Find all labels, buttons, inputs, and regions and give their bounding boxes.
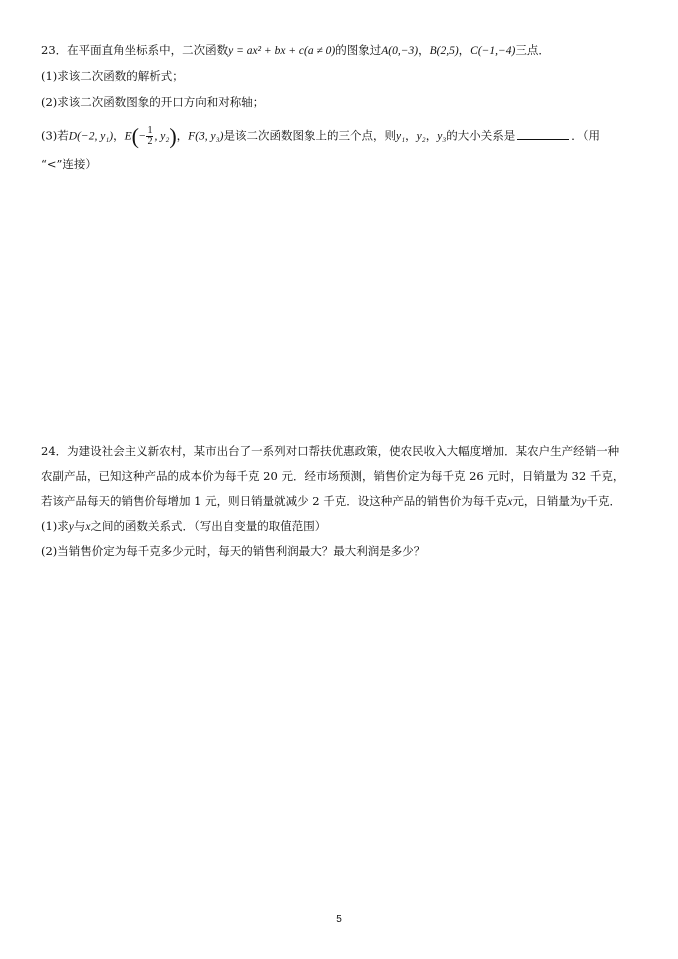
fraction-denominator: 2 — [147, 136, 153, 147]
separator: ， — [176, 128, 189, 143]
left-paren: ( — [131, 123, 139, 149]
q23-part3 — [41, 123, 601, 149]
q24-part1-b: 与 — [73, 519, 86, 533]
point-f: F(3, y₃) — [188, 130, 224, 143]
answer-blank[interactable] — [517, 128, 569, 140]
point-c: C(−1,−4) — [470, 45, 516, 57]
q24-line3-a: 若该产品每天的销售价每增加 1 元，则日销量就减少 2 千克．设这种产品的销售价为每千克 — [41, 494, 508, 508]
point-d: D(−2, y₁) — [68, 130, 114, 143]
var-x: x — [85, 521, 91, 533]
q23-part3-tail: 的大小关系是 — [446, 128, 516, 143]
q24-part1 — [41, 518, 326, 535]
q23-part2: (2)求该二次函数图象的开口方向和对称轴； — [41, 95, 265, 109]
q23-part3-prefix: (3)若 — [41, 128, 69, 143]
separator: ， — [418, 43, 430, 57]
q24-line3-b: 元，日销量为 — [512, 494, 582, 508]
point-e-tail: , y₂ — [154, 130, 170, 143]
minus-sign: − — [138, 130, 146, 143]
var-y: y — [68, 521, 74, 533]
q24-part1-a: (1)求 — [41, 519, 69, 533]
var-x: x — [507, 496, 513, 508]
q24-part2: (2)当销售价定为每千克多少元时，每天的销售利润最大？最大利润是多少？ — [41, 544, 426, 558]
page-number: 5 — [336, 914, 342, 925]
q23-part3-end: ．（用 — [571, 128, 601, 143]
q23-part1: (1)求该二次函数的解析式； — [41, 69, 184, 83]
q23-stem-text-a: 在平面直角坐标系中，二次函数 — [67, 43, 229, 57]
fraction-numerator: 1 — [147, 125, 153, 136]
q23-stem — [41, 42, 550, 59]
var-y3: y₃ — [437, 130, 447, 143]
q23-stem-text-c: 三点． — [515, 43, 550, 57]
fraction-half — [146, 126, 153, 147]
q23-part3-mid: 是该二次函数图象上的三个点，则 — [223, 128, 396, 143]
separator: ， — [405, 128, 417, 143]
separator: ， — [113, 128, 125, 143]
right-paren: ) — [169, 123, 177, 149]
point-b: B(2,5) — [429, 45, 459, 57]
point-e-label: E — [124, 130, 132, 143]
point-a: A(0,−3) — [381, 45, 419, 57]
var-y2: y₂ — [416, 130, 426, 143]
q24-line2: 农副产品，已知这种产品的成本价为每千克 20 元．经市场预测，销售价定为每千克 26 元时，日销量为 32 千克， — [41, 469, 625, 483]
q23-part3-line2: “<”连接） — [41, 157, 97, 171]
q24-line1: 24．为建设社会主义新农村，某市出台了一系列对口帮扶优惠政策，使农民收入大幅度增加．某农户生产经销一种 — [41, 444, 620, 458]
q24-part1-c: 之间的函数关系式．（写出自变量的取值范围） — [90, 519, 327, 533]
q23-function: y = ax² + bx + c(a ≠ 0) — [228, 45, 336, 57]
separator: ， — [425, 128, 438, 143]
q24-line3 — [41, 493, 621, 510]
q23-stem-text-b: 的图象过 — [335, 43, 382, 57]
separator: ， — [458, 43, 471, 57]
var-y: y — [581, 496, 587, 508]
q23-number: 23． — [41, 43, 68, 57]
q24-line3-c: 千克． — [586, 494, 621, 508]
var-y1: y₁ — [395, 130, 406, 143]
